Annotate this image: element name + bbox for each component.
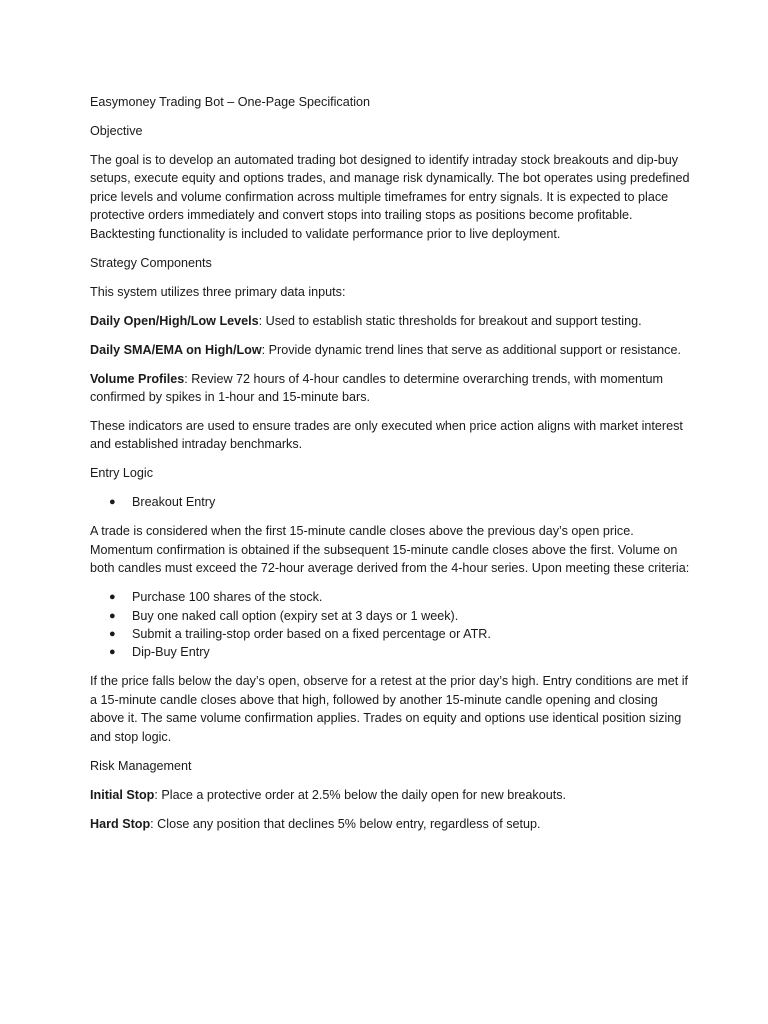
list-item — [90, 625, 690, 643]
list-item — [90, 607, 690, 625]
risk-item — [90, 786, 690, 804]
risk-desc: : Close any position that declines 5% below entry, regardless of setup. — [150, 816, 541, 831]
component-term: Daily SMA/EMA on High/Low — [90, 342, 262, 357]
component-desc: : Used to establish static thresholds for breakout and support testing. — [258, 313, 642, 328]
bullet-icon: ● — [109, 496, 116, 509]
list-item-text: Submit a trailing-stop order based on a fixed percentage or ATR. — [132, 627, 491, 642]
dip-buy-paragraph: If the price falls below the day’s open, observe for a retest at the prior day’s high. Entry conditions are met if a 15-minute candle closes above that high, followed by another 15-minute candle opening and closing above it. The same volume confirmation applies. Trades on equity and options use identical position sizing and stop logic. — [90, 674, 689, 744]
component-desc: : Review 72 hours of 4-hour candles to determine overarching trends, with momentum confirmed by spikes in 1-hour and 15-minute bars. — [90, 371, 664, 405]
component-item — [90, 341, 690, 359]
component-item — [90, 370, 690, 407]
entry-heading: Entry Logic — [90, 466, 153, 481]
list-item-text: Purchase 100 shares of the stock. — [132, 590, 323, 605]
breakout-paragraph: A trade is considered when the first 15-minute candle closes above the previous day’s open price. Momentum confirmation is obtained if the subsequent 15-minute candle closes above the first. Volume on both candles must exceed the 72-hour average derived from the 4-hour series. Upon meeting these criteria: — [90, 524, 690, 576]
list-item — [90, 588, 690, 606]
risk-heading: Risk Management — [90, 758, 192, 773]
strategy-heading: Strategy Components — [90, 255, 212, 270]
bullet-icon: ● — [109, 609, 116, 622]
list-item-text: Buy one naked call option (expiry set at 3 days or 1 week). — [132, 608, 459, 623]
component-term: Daily Open/High/Low Levels — [90, 313, 259, 328]
list-item — [90, 643, 690, 661]
risk-term: Initial Stop — [90, 787, 155, 802]
risk-item — [90, 815, 690, 833]
component-item — [90, 312, 690, 330]
component-desc: : Provide dynamic trend lines that serve as additional support or resistance. — [261, 342, 681, 357]
bullet-icon: ● — [109, 646, 116, 659]
strategy-intro: This system utilizes three primary data inputs: — [90, 284, 346, 299]
risk-desc: : Place a protective order at 2.5% below the daily open for new breakouts. — [154, 787, 567, 802]
objective-paragraph: The goal is to develop an automated trading bot designed to identify intraday stock breakouts and dip-buy setups, execute equity and options trades, and manage risk dynamically. The bot operates using predefined price levels and volume confirmation across multiple timeframes for entry signals. It is expected to place protective orders immediately and convert stops into trailing stops as positions become profitable. Backtesting functionality is included to validate performance prior to live deployment. — [90, 153, 690, 241]
list-item-text: Dip-Buy Entry — [132, 645, 210, 660]
indicators-paragraph: These indicators are used to ensure trades are only executed when price action aligns with market interest and established intraday benchmarks. — [90, 419, 683, 452]
list-item-text: Breakout Entry — [132, 495, 216, 510]
bullet-icon: ● — [109, 591, 116, 604]
objective-heading: Objective — [90, 124, 143, 138]
document-page — [90, 93, 690, 844]
list-item — [90, 493, 690, 511]
breakout-bullet-list — [90, 588, 690, 662]
component-term: Volume Profiles — [90, 371, 185, 386]
document-title: Easymoney Trading Bot – One-Page Specification — [90, 95, 371, 109]
bullet-icon: ● — [109, 628, 116, 641]
risk-term: Hard Stop — [90, 816, 151, 831]
entry-bullet-list — [90, 493, 690, 511]
